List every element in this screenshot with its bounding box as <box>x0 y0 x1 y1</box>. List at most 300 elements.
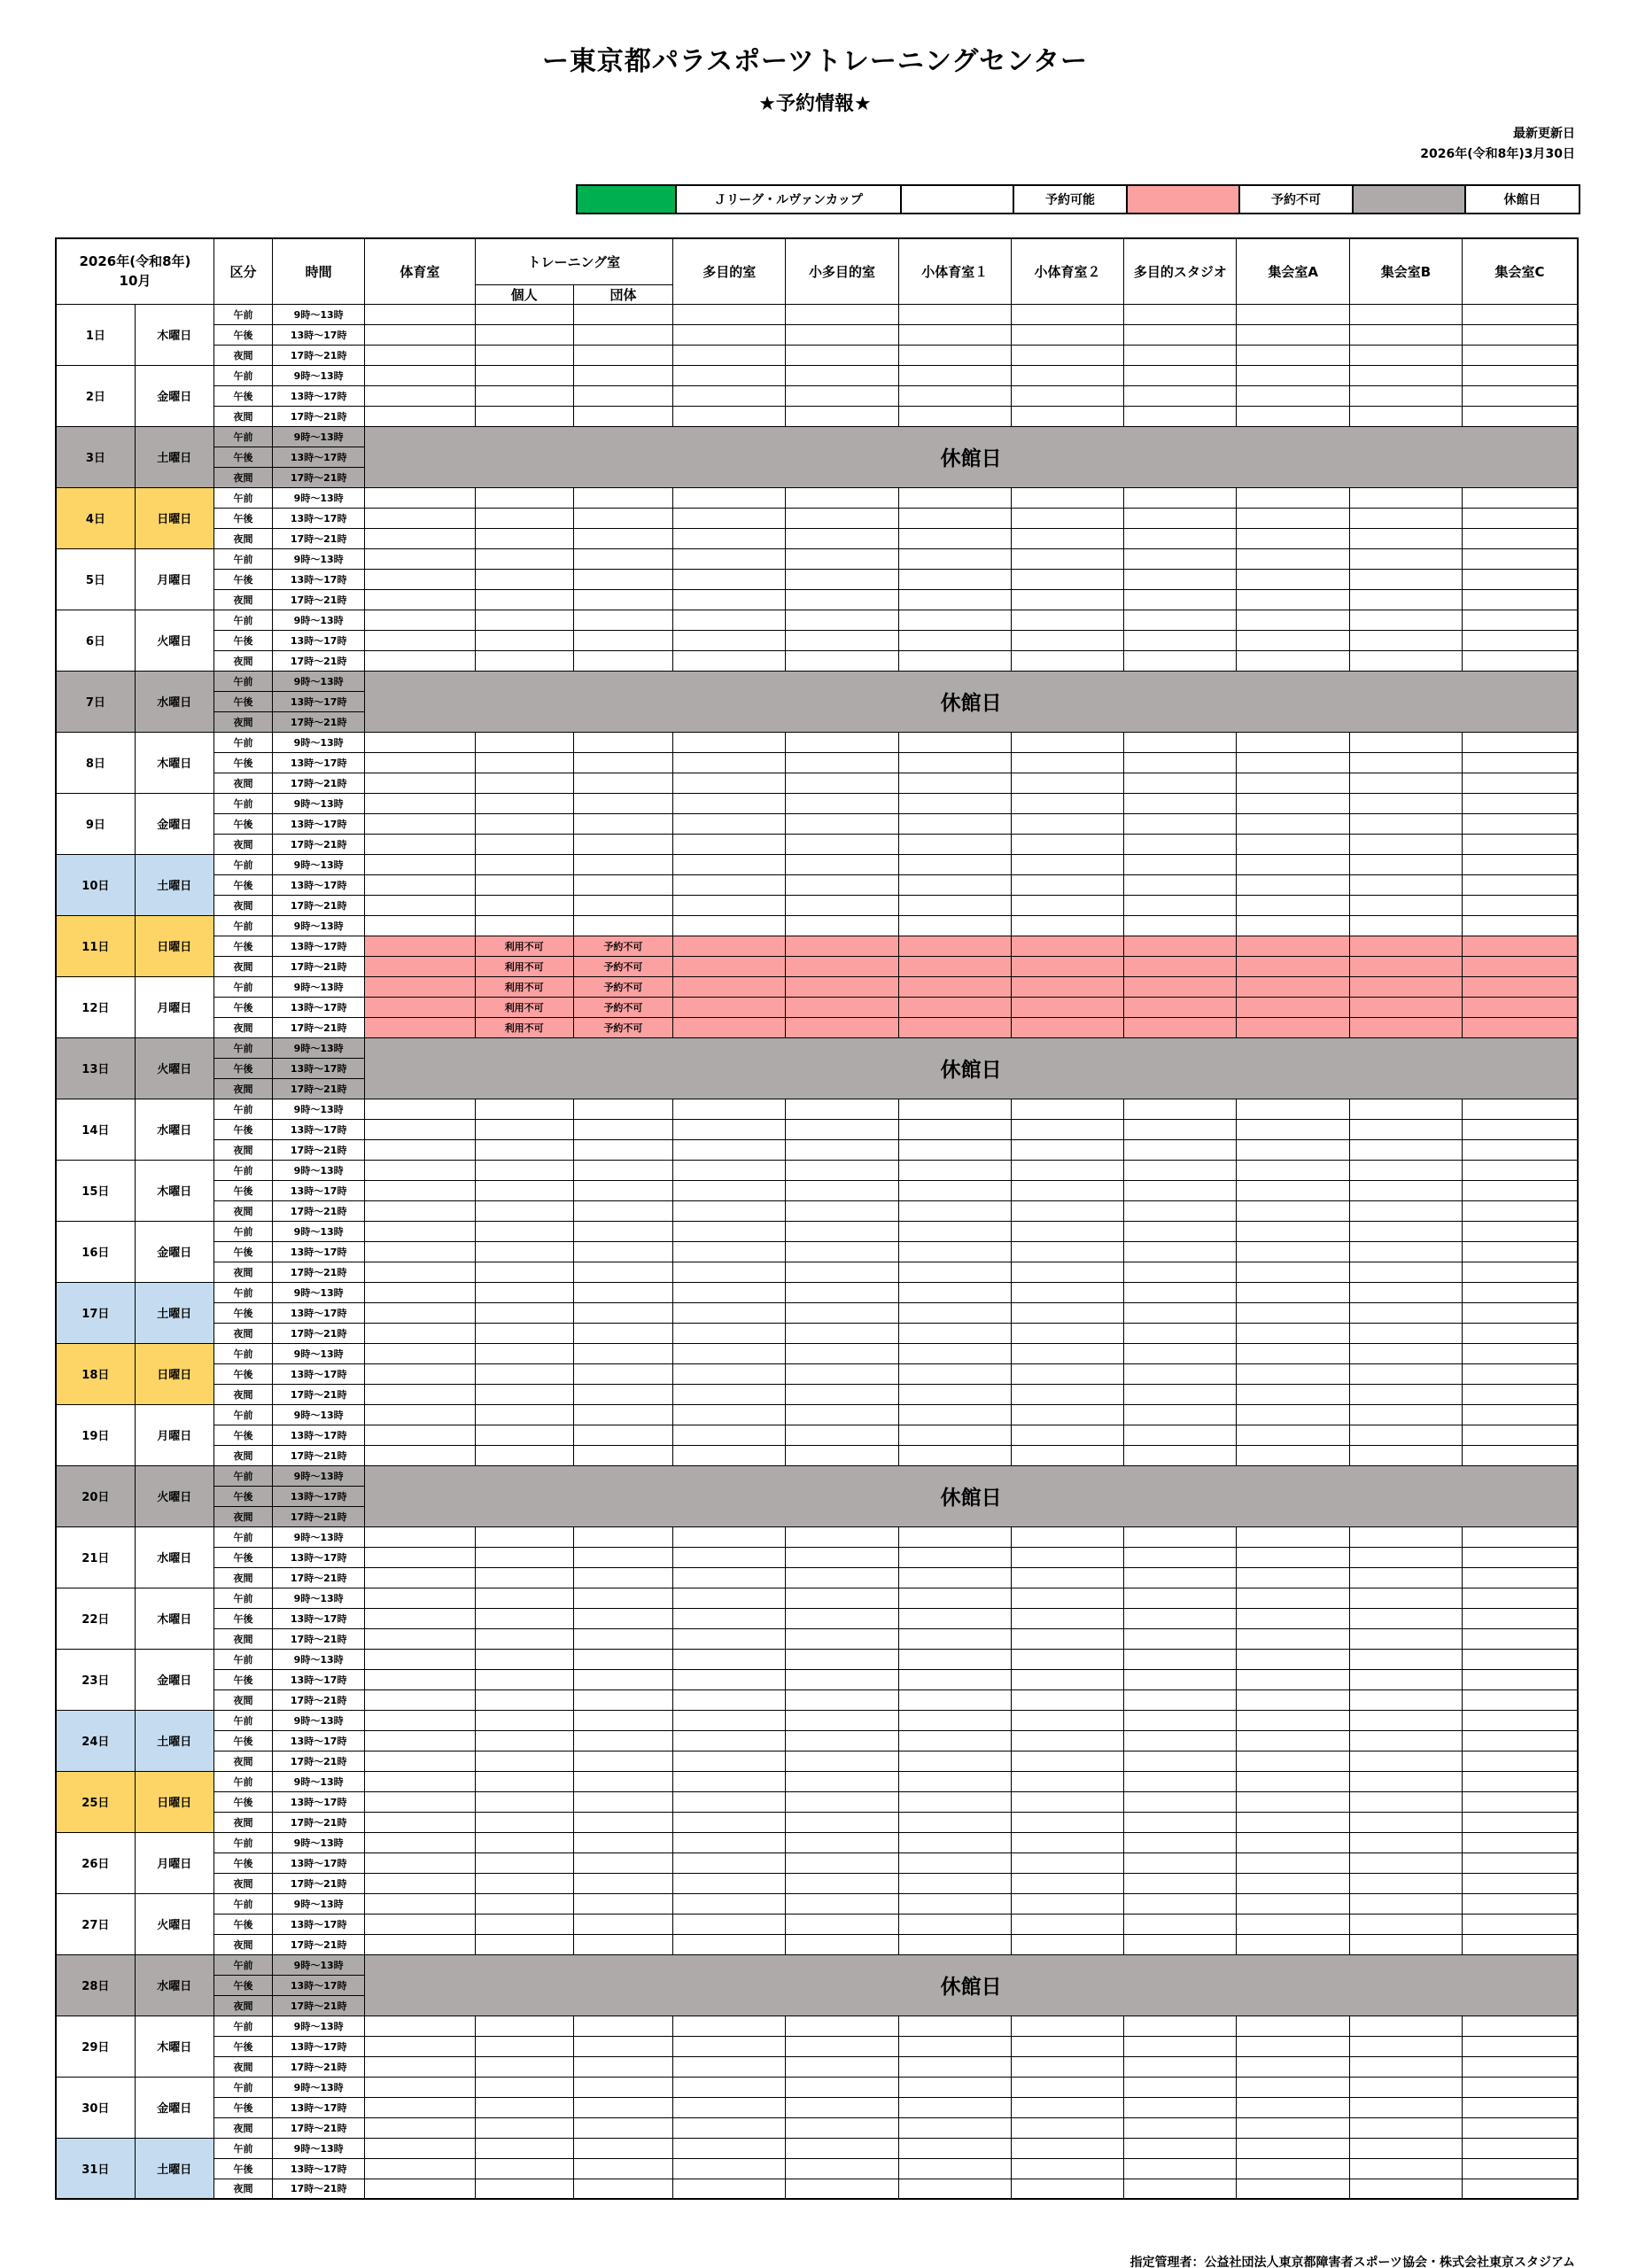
reservation-cell <box>1124 1730 1237 1751</box>
reservation-cell <box>1349 508 1462 528</box>
reservation-cell <box>1237 1180 1349 1200</box>
reservation-cell <box>786 1812 898 1832</box>
time-cell: 9時～13時 <box>273 426 365 447</box>
reservation-cell <box>673 1343 786 1363</box>
reservation-cell <box>573 1628 672 1649</box>
reservation-cell <box>365 1669 475 1689</box>
table-row <box>56 569 1578 589</box>
reservation-cell <box>573 1710 672 1730</box>
time-cell: 13時～17時 <box>273 1302 365 1323</box>
reservation-cell <box>1124 1180 1237 1200</box>
time-cell: 17時～21時 <box>273 895 365 915</box>
time-cell: 9時～13時 <box>273 1099 365 1119</box>
reservation-cell <box>1463 630 1578 650</box>
reservation-cell <box>365 793 475 813</box>
reservation-cell <box>1349 304 1462 324</box>
reservation-cell <box>1011 1363 1123 1384</box>
reservation-cell <box>898 1669 1011 1689</box>
reservation-cell <box>1237 732 1349 752</box>
reservation-cell <box>1124 874 1237 895</box>
weekday-cell: 水曜日 <box>135 671 213 732</box>
room-header: 多目的スタジオ <box>1124 238 1237 304</box>
reservation-cell <box>365 1893 475 1914</box>
reservation-cell <box>1237 1873 1349 1893</box>
reservation-cell <box>1011 508 1123 528</box>
reservation-cell <box>1237 1730 1349 1751</box>
reservation-cell <box>1463 793 1578 813</box>
weekday-cell: 木曜日 <box>135 2016 213 2077</box>
period-cell: 午後 <box>213 1241 272 1262</box>
reservation-cell <box>786 2097 898 2117</box>
period-cell: 午後 <box>213 813 272 834</box>
reservation-cell <box>898 1649 1011 1669</box>
reservation-cell <box>1237 1363 1349 1384</box>
reservation-cell <box>475 650 573 671</box>
reservation-cell <box>1011 1343 1123 1363</box>
reservation-cell <box>475 610 573 630</box>
reservation-cell <box>1124 1363 1237 1384</box>
period-cell: 夜間 <box>213 406 272 426</box>
reservation-cell-unavailable <box>1124 997 1237 1017</box>
reservation-cell <box>786 2179 898 2199</box>
reservation-cell <box>475 732 573 752</box>
training-individual-header: 個人 <box>475 284 573 304</box>
reservation-cell <box>365 2056 475 2077</box>
time-cell: 9時～13時 <box>273 1832 365 1852</box>
room-header: 集会室C <box>1463 238 1578 304</box>
time-cell: 13時～17時 <box>273 1730 365 1751</box>
period-cell: 午前 <box>213 2077 272 2097</box>
reservation-cell <box>365 834 475 854</box>
reservation-cell <box>1124 2016 1237 2036</box>
reservation-cell <box>898 915 1011 936</box>
reservation-cell <box>1349 1689 1462 1710</box>
reservation-cell <box>673 1812 786 1832</box>
reservation-cell <box>1011 895 1123 915</box>
reservation-cell <box>1011 406 1123 426</box>
reservation-cell <box>1011 1302 1123 1323</box>
reservation-cell <box>1124 1771 1237 1791</box>
day-cell: 14日 <box>56 1099 135 1160</box>
table-row <box>56 1302 1578 1323</box>
reservation-cell <box>1124 2036 1237 2056</box>
reservation-cell-unavailable <box>1237 936 1349 956</box>
time-cell: 13時～17時 <box>273 1608 365 1628</box>
reservation-cell <box>898 1221 1011 1241</box>
reservation-cell <box>475 1914 573 1934</box>
reservation-cell <box>1237 1241 1349 1262</box>
year-label: 2026年(令和8年) <box>79 253 191 270</box>
period-cell: 午後 <box>213 1486 272 1506</box>
time-cell: 17時～21時 <box>273 528 365 548</box>
time-cell: 13時～17時 <box>273 2097 365 2117</box>
reservation-cell <box>673 752 786 773</box>
reservation-cell <box>573 1363 672 1384</box>
reservation-cell <box>573 630 672 650</box>
time-cell: 9時～13時 <box>273 1526 365 1547</box>
weekday-cell: 木曜日 <box>135 1588 213 1649</box>
reservation-cell <box>786 487 898 508</box>
month-label: 10月 <box>119 273 151 290</box>
reservation-cell <box>673 1873 786 1893</box>
reservation-cell <box>673 2117 786 2138</box>
legend <box>576 184 1580 214</box>
table-row <box>56 1343 1578 1363</box>
time-cell: 9時～13時 <box>273 610 365 630</box>
period-cell: 夜間 <box>213 650 272 671</box>
time-cell: 9時～13時 <box>273 1649 365 1669</box>
reservation-cell <box>673 1200 786 1221</box>
reservation-cell <box>573 487 672 508</box>
time-cell: 17時～21時 <box>273 1384 365 1404</box>
reservation-cell <box>475 752 573 773</box>
reservation-cell <box>673 610 786 630</box>
reservation-cell <box>673 1751 786 1771</box>
reservation-cell <box>1011 365 1123 385</box>
reservation-cell <box>475 773 573 793</box>
reservation-cell <box>1237 1547 1349 1567</box>
period-cell: 午後 <box>213 1975 272 1995</box>
reservation-cell-unavailable <box>1349 1017 1462 1037</box>
reservation-cell <box>1124 1934 1237 1954</box>
reservation-cell <box>898 1160 1011 1180</box>
reservation-cell <box>1237 2117 1349 2138</box>
reservation-cell <box>1349 1099 1462 1119</box>
reservation-cell <box>1463 854 1578 874</box>
reservation-cell <box>898 508 1011 528</box>
reservation-cell <box>673 1567 786 1588</box>
reservation-cell <box>673 1119 786 1139</box>
time-cell: 9時～13時 <box>273 1771 365 1791</box>
reservation-cell <box>1349 1323 1462 1343</box>
reservation-cell <box>1463 1567 1578 1588</box>
reservation-cell <box>898 854 1011 874</box>
time-cell: 17時～21時 <box>273 1812 365 1832</box>
reservation-cell <box>1124 1669 1237 1689</box>
reservation-cell <box>1124 1302 1237 1323</box>
reservation-cell <box>673 365 786 385</box>
reservation-cell <box>573 773 672 793</box>
reservation-cell <box>1349 1873 1462 1893</box>
reservation-cell <box>673 345 786 365</box>
period-cell: 夜間 <box>213 1812 272 1832</box>
reservation-cell <box>1463 508 1578 528</box>
table-row <box>56 1832 1578 1852</box>
period-cell: 午後 <box>213 1852 272 1873</box>
table-row <box>56 1139 1578 1160</box>
reservation-cell <box>365 650 475 671</box>
reservation-cell <box>1463 365 1578 385</box>
table-row <box>56 874 1578 895</box>
reservation-cell <box>673 834 786 854</box>
reservation-cell-unavailable <box>786 936 898 956</box>
period-cell: 夜間 <box>213 711 272 732</box>
reservation-cell <box>786 1893 898 1914</box>
reservation-cell <box>475 2097 573 2117</box>
reservation-cell <box>365 895 475 915</box>
table-row <box>56 813 1578 834</box>
reservation-cell <box>898 834 1011 854</box>
training-group-header: 団体 <box>573 284 672 304</box>
table-row <box>56 1710 1578 1730</box>
period-cell: 夜間 <box>213 528 272 548</box>
reservation-cell <box>1124 1526 1237 1547</box>
table-row <box>56 1404 1578 1425</box>
reservation-cell <box>1237 1934 1349 1954</box>
reservation-cell <box>1463 1221 1578 1241</box>
reservation-cell <box>1011 1119 1123 1139</box>
reservation-cell <box>573 324 672 345</box>
weekday-cell: 水曜日 <box>135 1954 213 2016</box>
reservation-cell <box>786 1649 898 1669</box>
weekday-cell: 土曜日 <box>135 1710 213 1771</box>
reservation-cell <box>673 508 786 528</box>
reservation-cell <box>573 915 672 936</box>
table-row <box>56 385 1578 406</box>
reservation-cell <box>365 1608 475 1628</box>
reservation-cell <box>1237 1791 1349 1812</box>
reservation-cell <box>573 385 672 406</box>
reservation-cell <box>475 2077 573 2097</box>
reservation-cell <box>1349 487 1462 508</box>
reservation-cell <box>898 1730 1011 1751</box>
reservation-cell-unavailable <box>786 997 898 1017</box>
room-header: 多目的室 <box>673 238 786 304</box>
reservation-cell <box>673 2036 786 2056</box>
reservation-cell <box>898 1873 1011 1893</box>
day-cell: 2日 <box>56 365 135 426</box>
legend-swatch-available <box>901 185 1013 214</box>
reservation-cell <box>1124 487 1237 508</box>
time-cell: 9時～13時 <box>273 1588 365 1608</box>
reservation-cell <box>475 1730 573 1751</box>
reservation-cell <box>786 1445 898 1465</box>
period-cell: 夜間 <box>213 1689 272 1710</box>
reservation-cell <box>1349 610 1462 630</box>
reservation-cell <box>475 1791 573 1812</box>
period-cell: 夜間 <box>213 589 272 610</box>
reservation-cell <box>1011 793 1123 813</box>
table-row <box>56 1119 1578 1139</box>
weekday-cell: 木曜日 <box>135 1160 213 1221</box>
reservation-cell-unavailable: 予約不可 <box>573 956 672 976</box>
reservation-cell <box>1011 1812 1123 1832</box>
reservation-cell <box>573 1099 672 1119</box>
reservation-cell <box>1237 2138 1349 2158</box>
reservation-cell <box>1237 1262 1349 1282</box>
time-cell: 13時～17時 <box>273 1547 365 1567</box>
reservation-cell <box>1237 1139 1349 1160</box>
reservation-cell <box>898 1832 1011 1852</box>
reservation-cell <box>673 1791 786 1812</box>
reservation-cell <box>898 1404 1011 1425</box>
table-row <box>56 1771 1578 1791</box>
reservation-cell <box>1237 1751 1349 1771</box>
reservation-cell <box>1349 1343 1462 1363</box>
reservation-cell <box>673 630 786 650</box>
period-cell: 夜間 <box>213 1995 272 2016</box>
reservation-cell <box>1237 385 1349 406</box>
reservation-cell <box>1011 2138 1123 2158</box>
reservation-cell <box>365 1323 475 1343</box>
reservation-cell <box>1124 630 1237 650</box>
reservation-cell <box>1463 1914 1578 1934</box>
reservation-cell <box>673 813 786 834</box>
reservation-cell <box>1349 1547 1462 1567</box>
reservation-cell <box>1237 915 1349 936</box>
reservation-cell <box>475 1282 573 1302</box>
weekday-cell: 水曜日 <box>135 1099 213 1160</box>
period-cell: 午前 <box>213 1282 272 1302</box>
time-cell: 9時～13時 <box>273 365 365 385</box>
reservation-cell <box>1011 548 1123 569</box>
reservation-cell <box>1124 2077 1237 2097</box>
reservation-cell <box>673 1302 786 1323</box>
reservation-cell <box>898 1139 1011 1160</box>
reservation-cell <box>1349 528 1462 548</box>
table-row <box>56 589 1578 610</box>
reservation-cell <box>673 324 786 345</box>
reservation-cell-unavailable: 予約不可 <box>573 997 672 1017</box>
reservation-cell <box>1011 1221 1123 1241</box>
reservation-cell <box>1011 1323 1123 1343</box>
period-cell: 午前 <box>213 1649 272 1669</box>
reservation-cell <box>1011 1669 1123 1689</box>
day-cell: 6日 <box>56 610 135 671</box>
reservation-cell <box>1237 1669 1349 1689</box>
reservation-cell <box>1124 1547 1237 1567</box>
reservation-cell <box>365 1099 475 1119</box>
reservation-cell <box>898 1425 1011 1445</box>
reservation-cell <box>365 548 475 569</box>
reservation-cell <box>1463 1241 1578 1262</box>
period-cell: 夜間 <box>213 1139 272 1160</box>
reservation-cell <box>786 1180 898 1200</box>
time-cell: 13時～17時 <box>273 1852 365 1873</box>
footer-managers: 指定管理者：公益社団法人東京都障害者スポーツ協会・株式会社東京スタジアム <box>1129 2256 1575 2268</box>
reservation-cell <box>1463 1893 1578 1914</box>
reservation-cell-unavailable <box>1124 1017 1237 1037</box>
time-cell: 9時～13時 <box>273 976 365 997</box>
table-row <box>56 1160 1578 1180</box>
reservation-cell <box>475 1404 573 1425</box>
reservation-cell <box>475 1547 573 1567</box>
reservation-cell <box>1349 1914 1462 1934</box>
reservation-cell <box>573 1873 672 1893</box>
reservation-cell <box>1463 1384 1578 1404</box>
time-cell: 17時～21時 <box>273 406 365 426</box>
reservation-cell-unavailable <box>1463 976 1578 997</box>
reservation-cell <box>1349 1384 1462 1404</box>
reservation-cell-unavailable <box>1237 1017 1349 1037</box>
table-row <box>56 1282 1578 1302</box>
time-cell: 13時～17時 <box>273 1669 365 1689</box>
reservation-cell <box>673 1425 786 1445</box>
reservation-cell <box>786 773 898 793</box>
day-cell: 27日 <box>56 1893 135 1954</box>
reservation-cell <box>898 1343 1011 1363</box>
reservation-cell <box>673 528 786 548</box>
time-cell: 9時～13時 <box>273 1160 365 1180</box>
reservation-cell <box>475 1873 573 1893</box>
reservation-cell <box>1237 1160 1349 1180</box>
reservation-cell <box>898 1812 1011 1832</box>
reservation-cell <box>573 2158 672 2179</box>
weekday-cell: 日曜日 <box>135 1771 213 1832</box>
reservation-cell <box>1237 813 1349 834</box>
weekday-cell: 金曜日 <box>135 793 213 854</box>
reservation-cell <box>573 1139 672 1160</box>
reservation-cell <box>1349 324 1462 345</box>
reservation-cell <box>1349 834 1462 854</box>
reservation-cell <box>898 1384 1011 1404</box>
reservation-cell <box>1124 895 1237 915</box>
reservation-cell <box>1349 1302 1462 1323</box>
reservation-cell <box>1349 1262 1462 1282</box>
period-cell: 午後 <box>213 569 272 589</box>
reservation-cell <box>365 2097 475 2117</box>
table-row <box>56 610 1578 630</box>
table-row <box>56 834 1578 854</box>
reservation-cell <box>573 1832 672 1852</box>
reservation-cell-unavailable <box>1237 997 1349 1017</box>
period-cell: 夜間 <box>213 1873 272 1893</box>
reservation-cell <box>786 793 898 813</box>
reservation-cell <box>1124 1160 1237 1180</box>
reservation-cell-unavailable <box>1011 1017 1123 1037</box>
reservation-cell <box>1011 589 1123 610</box>
reservation-cell <box>1349 1588 1462 1608</box>
reservation-cell <box>1124 1832 1237 1852</box>
day-cell: 25日 <box>56 1771 135 1832</box>
day-cell: 15日 <box>56 1160 135 1221</box>
reservation-cell <box>1011 1160 1123 1180</box>
reservation-cell <box>1349 548 1462 569</box>
period-cell: 午後 <box>213 1180 272 1200</box>
reservation-cell <box>673 650 786 671</box>
reservation-cell <box>1124 1404 1237 1425</box>
reservation-cell <box>1124 1751 1237 1771</box>
reservation-cell <box>1011 1139 1123 1160</box>
table-row <box>56 2158 1578 2179</box>
period-cell: 午前 <box>213 610 272 630</box>
table-row <box>56 2179 1578 2199</box>
day-cell: 24日 <box>56 1710 135 1771</box>
time-cell: 9時～13時 <box>273 548 365 569</box>
reservation-cell <box>1349 1751 1462 1771</box>
reservation-cell-unavailable <box>365 1017 475 1037</box>
reservation-cell <box>475 1221 573 1241</box>
day-cell: 31日 <box>56 2138 135 2199</box>
reservation-cell <box>1011 1262 1123 1282</box>
reservation-cell <box>365 1302 475 1323</box>
reservation-cell <box>1349 1221 1462 1241</box>
reservation-cell <box>1011 304 1123 324</box>
reservation-cell <box>1124 1119 1237 1139</box>
reservation-cell <box>898 650 1011 671</box>
time-cell: 17時～21時 <box>273 711 365 732</box>
reservation-cell <box>1349 1139 1462 1160</box>
reservation-cell <box>573 2097 672 2117</box>
reservation-cell <box>475 2016 573 2036</box>
reservation-cell <box>898 1588 1011 1608</box>
reservation-cell <box>1011 630 1123 650</box>
reservation-cell <box>1237 2179 1349 2199</box>
reservation-cell <box>365 874 475 895</box>
period-cell: 午前 <box>213 1954 272 1975</box>
day-cell: 4日 <box>56 487 135 548</box>
reservation-cell <box>1011 1791 1123 1812</box>
